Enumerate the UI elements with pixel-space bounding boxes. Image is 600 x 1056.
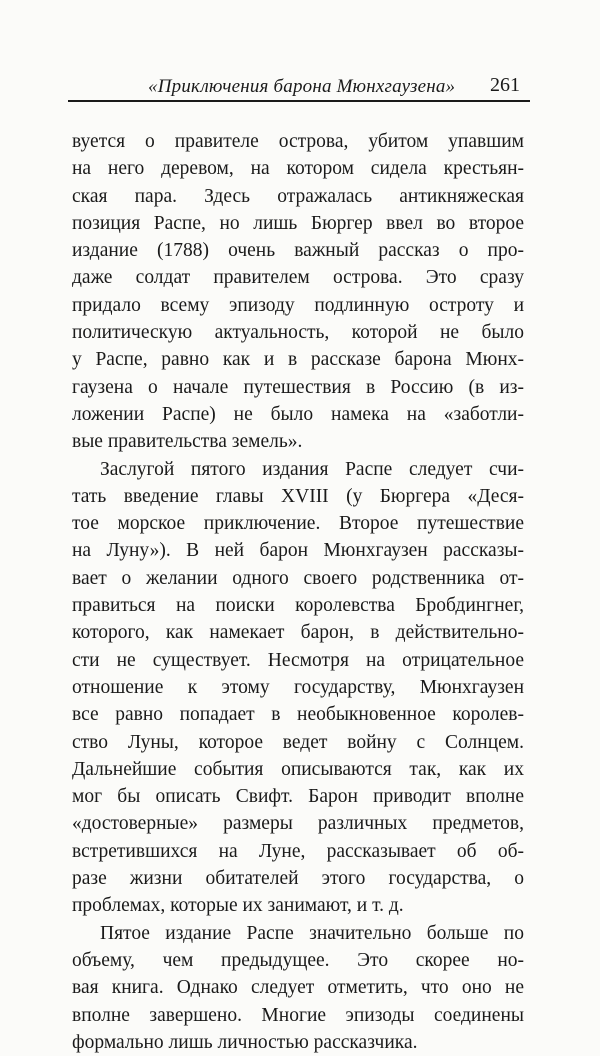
text-line: вая книга. Однако следует отметить, что оно не (72, 977, 524, 999)
text-line: тое морское приключение. Второе путешествие (72, 513, 524, 535)
text-line: все равно попадает в необыкновенное королев- (72, 704, 524, 726)
text-line: ство Луны, которое ведет войну с Солнцем. (72, 731, 524, 753)
text-line: «достоверные» размеры различных предметов, (72, 813, 524, 835)
text-line: ская пара. Здесь отражалась антикняжеская (72, 185, 524, 207)
text-line: вполне завершено. Многие эпизоды соединены (72, 1004, 524, 1026)
text-line: на него деревом, на котором сидела крестьян- (72, 158, 524, 180)
running-head (68, 72, 530, 102)
text-line: сти не существует. Несмотря на отрицательное (72, 649, 524, 671)
text-line: правиться на поиски королевства Бробдингнег, (72, 595, 524, 617)
text-line: даже солдат правителем острова. Это сразу (72, 267, 524, 289)
text-line: отношение к этому государству, Мюнхгаузен (72, 676, 524, 698)
text-line: проблемах, которые их занимают, и т. д. (72, 895, 404, 917)
text-line: разе жизни обитателей этого государства, о (72, 868, 524, 890)
text-line: Заслугой пятого издания Распе следует счи- (100, 458, 524, 480)
text-line: ложении Распе) не было намека на «заботли- (72, 403, 524, 425)
text-line: мог бы описать Свифт. Барон приводит вполне (72, 786, 524, 808)
text-line: формально лишь личностью рассказчика. (72, 1031, 418, 1053)
text-line: объему, чем предыдущее. Это скорее но- (72, 949, 524, 971)
paragraph-1 (72, 128, 524, 456)
body-text (72, 128, 524, 1056)
text-line: вые правительства земель». (72, 431, 303, 453)
text-line: вуется о правителе острова, убитом упавшим (72, 131, 524, 152)
text-line: на Луну»). В ней барон Мюнхгаузен рассказы- (72, 540, 524, 562)
text-line: Дальнейшие события описываются так, как их (72, 758, 524, 780)
running-title: «Приключения барона Мюнхгаузена» (148, 76, 456, 97)
text-line: издание (1788) очень важный рассказ о про- (72, 240, 524, 262)
header-rule (68, 100, 530, 102)
text-line: позиция Распе, но лишь Бюргер ввел во второе (72, 212, 524, 234)
text-line: придало всему эпизоду подлинную остроту и (72, 294, 524, 316)
paragraph-2 (72, 456, 524, 920)
text-line: у Распе, равно как и в рассказе барона Мюнх- (72, 349, 524, 371)
text-line: тать введение главы XVIII (у Бюргера «Деся- (72, 485, 524, 507)
text-line: политическую актуальность, которой не было (72, 322, 524, 344)
text-line: вает о желании одного своего родственника от- (72, 567, 524, 589)
text-line: гаузена о начале путешествия в Россию (в из- (72, 376, 524, 398)
paragraph-3 (72, 920, 524, 1056)
text-line: Пятое издание Распе значительно больше по (100, 922, 524, 944)
text-line: которого, как намекает барон, в действительно- (72, 622, 524, 644)
page-number: 261 (490, 74, 520, 96)
text-line: встретившихся на Луне, рассказывает об об- (72, 840, 524, 862)
